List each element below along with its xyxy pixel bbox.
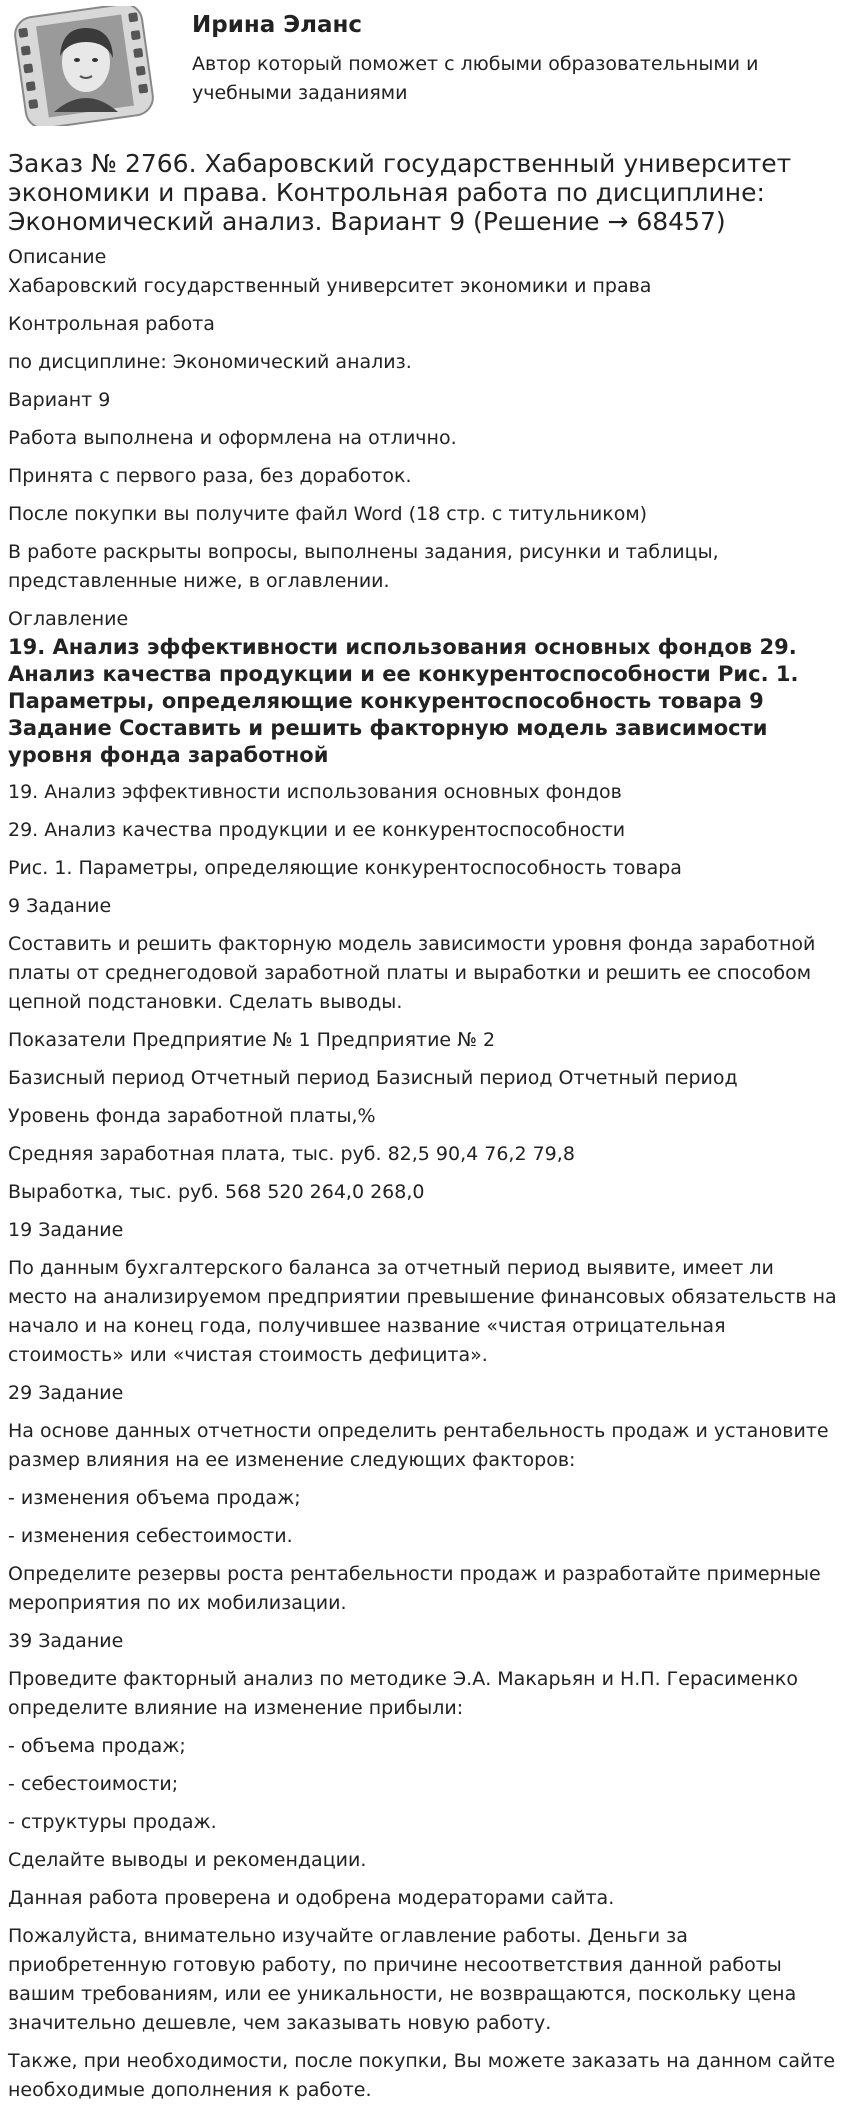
toc-paragraph: 29 Задание [8,1382,124,1404]
order-title: Заказ № 2766. Хабаровский государственный университет экономики и права. Контрольная работа по дисциплине: Экономический анализ. Вариант 9 (Решение → 68457) [8,149,792,236]
toc-section [8,778,839,2105]
toc-paragraph: 29. Анализ качества продукции и ее конкурентоспособности [8,819,626,841]
toc-paragraph: - объема продаж; [8,1735,186,1757]
toc-paragraph: 9 Задание [8,895,112,917]
description-paragraph: После покупки вы получите файл Word (18 стр. с титульником) [8,503,648,525]
toc-paragraph: - изменения себестоимости. [8,1525,293,1547]
toc-paragraph: Сделайте выводы и рекомендации. [8,1849,367,1871]
description-paragraph: Вариант 9 [8,389,111,411]
toc-paragraph: - себестоимости; [8,1773,179,1795]
toc-paragraph: Пожалуйста, внимательно изучайте оглавление работы. Деньги за приобретенную готовую работу, по причине несоответствия данной работы вашим требованиям, или ее уникальности, не возвращаются, поскольку цена значительно дешевле, чем заказывать новую работу. [8,1925,797,2034]
toc-paragraph: - изменения объема продаж; [8,1487,301,1509]
toc-paragraph: Рис. 1. Параметры, определяющие конкурентоспособность товара [8,857,682,879]
description-section [8,272,839,596]
description-paragraph: Хабаровский государственный университет экономики и права [8,275,652,297]
author-card [8,0,839,140]
toc-paragraph: 19 Задание [8,1219,124,1241]
toc-title: 19. Анализ эффективности использования основных фондов 29. Анализ качества продукции и ее конкурентоспособности Рис. 1. Параметры, определяющие конкурентоспособность товара 9 Задание Составить и решить факторную модель зависимости уровня фонда заработной [8,635,799,767]
author-description: Автор который поможет с любыми образовательными и учебными заданиями [192,53,759,104]
toc-paragraph: 19. Анализ эффективности использования основных фондов [8,781,622,803]
toc-paragraph: Показатели Предприятие № 1 Предприятие № 2 [8,1029,496,1051]
toc-paragraph: - структуры продаж. [8,1811,217,1833]
description-label: Описание [8,246,107,268]
toc-paragraph: На основе данных отчетности определить рентабельность продаж и установите размер влияния на ее изменение следующих факторов: [8,1420,829,1471]
description-paragraph: В работе раскрыты вопросы, выполнены задания, рисунки и таблицы, представленные ниже, в оглавлении. [8,541,719,592]
description-paragraph: Работа выполнена и оформлена на отлично. [8,427,457,449]
toc-label: Оглавление [8,608,129,630]
toc-paragraph: Определите резервы роста рентабельности продаж и разработайте примерные мероприятия по их мобилизации. [8,1563,821,1614]
description-paragraph: по дисциплине: Экономический анализ. [8,351,412,373]
author-avatar [14,6,156,126]
author-name: Ирина Эланс [192,12,363,38]
toc-paragraph: По данным бухгалтерского баланса за отчетный период выявите, имеет ли место на анализируемом предприятии превышение финансовых обязательств на начало и на конец года, получившее название «чистая отрицательная стоимость» или «чистая стоимость дефицита». [8,1257,837,1366]
toc-paragraph: Выработка, тыс. руб. 568 520 264,0 268,0 [8,1181,425,1203]
toc-paragraph: Уровень фонда заработной платы,% [8,1105,376,1127]
toc-paragraph: 39 Задание [8,1630,124,1652]
toc-paragraph: Составить и решить факторную модель зависимости уровня фонда заработной платы от среднегодовой заработной платы и выработки и решить ее способом цепной подстановки. Сделать выводы. [8,933,816,1013]
toc-paragraph: Проведите факторный анализ по методике Э.А. Макарьян и Н.П. Герасименко определите влияние на изменение прибыли: [8,1668,798,1719]
description-paragraph: Контрольная работа [8,313,215,335]
toc-paragraph: Базисный период Отчетный период Базисный период Отчетный период [8,1067,738,1089]
toc-paragraph: Данная работа проверена и одобрена модераторами сайта. [8,1887,615,1909]
toc-paragraph: Средняя заработная плата, тыс. руб. 82,5 90,4 76,2 79,8 [8,1143,575,1165]
toc-paragraph: Также, при необходимости, после покупки, Вы можете заказать на данном сайте необходимые дополнения к работе. [8,2050,836,2101]
description-paragraph: Принята с первого раза, без доработок. [8,465,412,487]
